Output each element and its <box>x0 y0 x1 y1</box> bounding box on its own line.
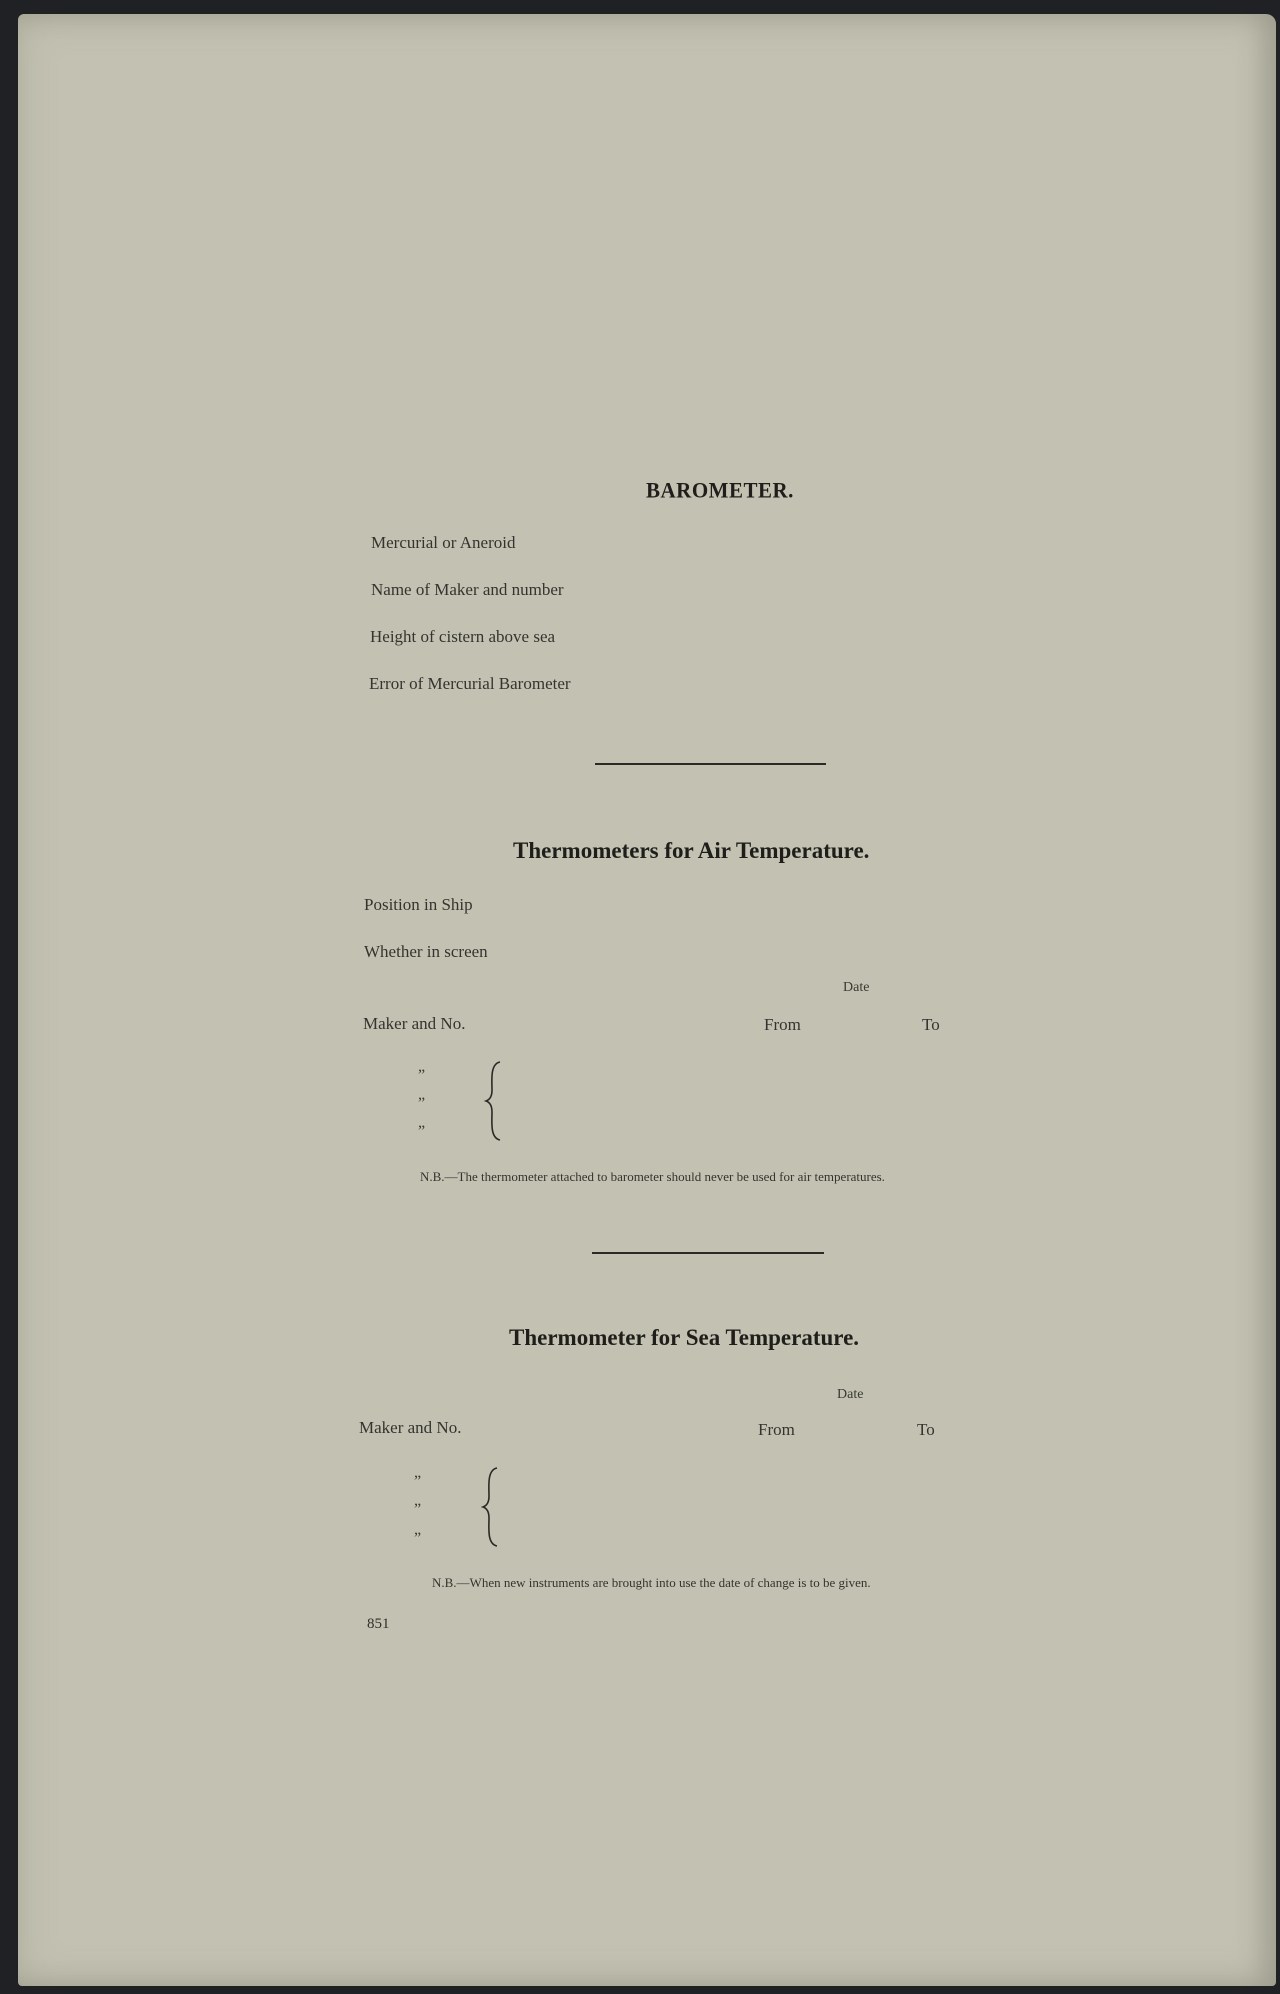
field-maker-and-number: Name of Maker and number <box>371 580 564 599</box>
ditto-mark: ” <box>418 1123 426 1140</box>
air-note: N.B.—The thermometer attached to barometer should never be used for air temperatures. <box>420 1169 885 1184</box>
curly-brace-icon <box>484 1060 506 1142</box>
document-page <box>18 14 1276 1986</box>
field-whether-in-screen: Whether in screen <box>364 942 488 961</box>
field-position-in-ship: Position in Ship <box>364 895 473 914</box>
field-cistern-height: Height of cistern above sea <box>370 627 556 646</box>
to-column-label: To <box>922 1015 940 1034</box>
field-mercurial-or-aneroid: Mercurial or Aneroid <box>371 533 516 552</box>
to-column-label: To <box>917 1420 935 1439</box>
ditto-mark: ” <box>414 1530 422 1547</box>
field-maker-and-no: Maker and No. <box>359 1418 462 1437</box>
from-column-label: From <box>764 1015 801 1034</box>
barometer-heading: BAROMETER. <box>646 477 794 503</box>
ditto-mark: ” <box>418 1095 426 1112</box>
ditto-mark: ” <box>418 1067 426 1084</box>
sea-thermometer-heading: Thermometer for Sea Temperature. <box>509 1325 860 1350</box>
page-number: 851 <box>367 1616 390 1632</box>
field-barometer-error: Error of Mercurial Barometer <box>369 674 571 693</box>
date-column-label: Date <box>837 1387 864 1402</box>
from-column-label: From <box>758 1420 795 1439</box>
ditto-mark: ” <box>414 1473 422 1490</box>
ditto-mark: ” <box>414 1501 422 1518</box>
curly-brace-icon <box>481 1466 503 1548</box>
date-column-label: Date <box>843 980 870 995</box>
section-divider-1 <box>595 763 826 765</box>
sea-note: N.B.—When new instruments are brought into use the date of change is to be given. <box>432 1575 871 1590</box>
air-thermometers-heading: Thermometers for Air Temperature. <box>513 838 870 863</box>
field-maker-and-no: Maker and No. <box>363 1014 466 1033</box>
section-divider-2 <box>592 1252 824 1254</box>
